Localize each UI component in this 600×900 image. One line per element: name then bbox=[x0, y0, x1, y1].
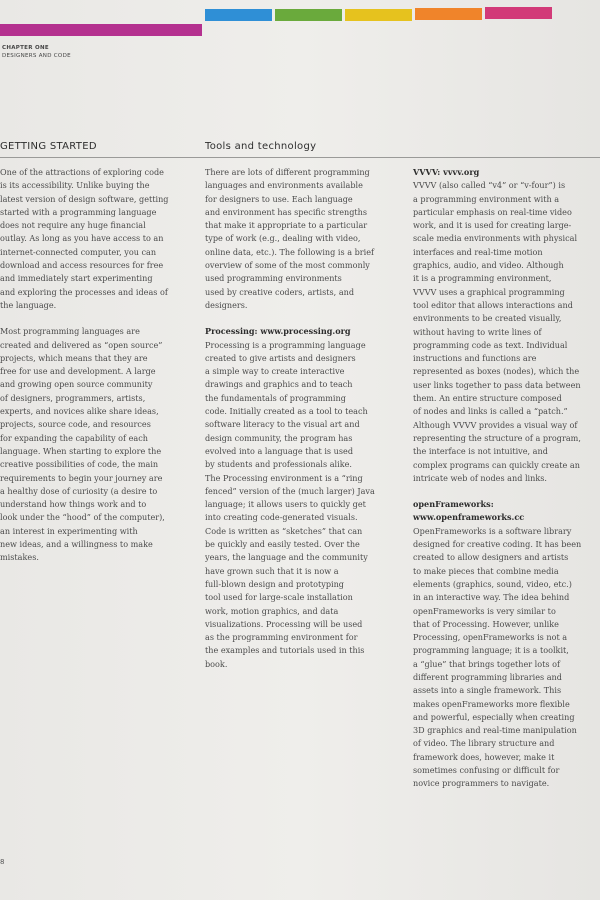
text-line: a “glue” that brings together lots of bbox=[413, 658, 560, 669]
text-line: makes openFrameworks more flexible bbox=[413, 698, 570, 709]
text-line: Although VVVV provides a visual way of bbox=[413, 419, 578, 430]
text-line: by students and professionals alike. bbox=[205, 459, 352, 470]
text-line: complex programs can quickly create an bbox=[413, 459, 580, 470]
text-line: that make it appropriate to a particular bbox=[205, 220, 368, 231]
text-line: the examples and tutorials used in this bbox=[205, 645, 365, 656]
text-line: assets into a single framework. This bbox=[413, 685, 562, 696]
text-line: code. Initially created as a tool to teach bbox=[205, 406, 368, 417]
text-line: visualizations. Processing will be used bbox=[205, 618, 363, 629]
text-line: representing the structure of a program, bbox=[413, 432, 581, 443]
text-line: creative possibilities of code, the main bbox=[0, 459, 159, 470]
text-line: framework does, however, make it bbox=[413, 751, 555, 762]
text-line: design community, the program has bbox=[205, 432, 353, 443]
chapter-header bbox=[2, 44, 71, 60]
text-line: languages and environments available bbox=[205, 180, 363, 191]
text-line: OpenFrameworks is a software library bbox=[413, 525, 572, 536]
text-line: as the programming environment for bbox=[205, 632, 358, 643]
text-line: started with a programming language bbox=[0, 206, 157, 217]
text-line: created to allow designers and artists bbox=[413, 552, 569, 563]
text-line: particular emphasis on real-time video bbox=[413, 206, 572, 217]
text-line: different programming libraries and bbox=[413, 671, 562, 682]
chapter-label: CHAPTER ONE bbox=[2, 45, 49, 51]
text-line: created and delivered as “open source” bbox=[0, 339, 163, 350]
text-line: a programming environment with a bbox=[413, 193, 560, 204]
subheading-vvvv: VVVV: vvvv.org bbox=[413, 167, 480, 177]
text-line: into creating code-generated visuals. bbox=[205, 512, 358, 523]
text-line: projects, source code, and resources bbox=[0, 419, 151, 430]
text-line: a healthy dose of curiosity (a desire to bbox=[0, 485, 158, 496]
text-line: full-blown design and prototyping bbox=[205, 578, 344, 589]
text-line: new ideas, and a willingness to make bbox=[0, 539, 153, 550]
text-line: and immediately start experimenting bbox=[0, 273, 153, 284]
text-line: 3D graphics and real-time manipulation bbox=[413, 725, 577, 736]
paragraph-gap bbox=[413, 485, 581, 498]
text-line: the fundamentals of programming bbox=[205, 392, 346, 403]
chapter-title: DESIGNERS AND CODE bbox=[2, 53, 71, 59]
text-line: it is a programming environment, bbox=[413, 273, 552, 284]
text-line: There are lots of different programming bbox=[205, 167, 370, 177]
text-line: in an interactive way. The idea behind bbox=[413, 592, 570, 603]
text-line: environments to be created visually, bbox=[413, 313, 562, 324]
text-line: overview of some of the most commonly bbox=[205, 260, 370, 271]
text-line: graphics, audio, and video. Although bbox=[413, 260, 564, 271]
text-line: understand how things work and to bbox=[0, 499, 147, 510]
paragraph-gap bbox=[205, 312, 375, 325]
text-line: designed for creative coding. It has been bbox=[413, 539, 582, 550]
text-line: book. bbox=[205, 658, 228, 669]
color-bar-orange bbox=[415, 8, 482, 20]
text-line: VVVV (also called “v4” or “v-four”) is bbox=[413, 180, 566, 191]
color-bar-magenta-wide bbox=[0, 24, 202, 36]
text-line: programming code as text. Individual bbox=[413, 339, 568, 350]
text-line: openFrameworks is very similar to bbox=[413, 605, 556, 616]
text-line: tool used for large-scale installation bbox=[205, 592, 353, 603]
text-line: of designers, programmers, artists, bbox=[0, 392, 146, 403]
text-line: for expanding the capability of each bbox=[0, 432, 148, 443]
text-line: novice programmers to navigate. bbox=[413, 778, 550, 789]
text-line: the language. bbox=[0, 299, 57, 310]
text-line: evolved into a language that is used bbox=[205, 445, 353, 456]
text-line: Processing is a programming language bbox=[205, 339, 366, 350]
text-line: work, and it is used for creating large- bbox=[413, 220, 572, 231]
subheading-openframeworks-url: www.openframeworks.cc bbox=[413, 512, 525, 523]
subheading-processing: Processing: www.processing.org bbox=[205, 326, 351, 337]
text-line: language; it allows users to quickly get bbox=[205, 499, 366, 510]
text-line: mistakes. bbox=[0, 552, 39, 563]
text-line: and powerful, especially when creating bbox=[413, 711, 575, 722]
text-line: created to give artists and designers bbox=[205, 352, 356, 363]
text-line: download and access resources for free bbox=[0, 260, 164, 271]
text-line: drawings and graphics and to teach bbox=[205, 379, 353, 390]
text-line: outlay. As long as you have access to an bbox=[0, 233, 164, 244]
column-tools bbox=[205, 166, 375, 671]
text-line: used by creative coders, artists, and bbox=[205, 286, 355, 297]
text-line: used programming environments bbox=[205, 273, 342, 284]
text-line: and environment has specific strengths bbox=[205, 206, 368, 217]
section-heading-getting-started: GETTING STARTED bbox=[0, 141, 97, 152]
text-line: have grown such that it is now a bbox=[205, 565, 339, 576]
column-environments bbox=[413, 166, 581, 791]
text-line: years, the language and the community bbox=[205, 552, 368, 563]
text-line: free for use and development. A large bbox=[0, 366, 156, 377]
text-line: language. When starting to explore the bbox=[0, 445, 162, 456]
text-line: designers. bbox=[205, 299, 248, 310]
subheading-openframeworks: openFrameworks: bbox=[413, 499, 494, 510]
text-line: sometimes confusing or difficult for bbox=[413, 765, 560, 776]
color-bar-green bbox=[275, 9, 342, 21]
text-line: to make pieces that combine media bbox=[413, 565, 559, 576]
text-line: an interest in experimenting with bbox=[0, 525, 138, 536]
text-line: that of Processing. However, unlike bbox=[413, 618, 559, 629]
color-bar-blue bbox=[205, 9, 272, 21]
text-line: represented as boxes (nodes), which the bbox=[413, 366, 580, 377]
text-line: and exploring the processes and ideas of bbox=[0, 286, 168, 297]
text-line: The Processing environment is a “ring bbox=[205, 472, 363, 483]
text-line: a simple way to create interactive bbox=[205, 366, 345, 377]
text-line: Processing, openFrameworks is not a bbox=[413, 632, 568, 643]
text-line: Most programming languages are bbox=[0, 326, 140, 337]
text-line: elements (graphics, sound, video, etc.) bbox=[413, 578, 572, 589]
text-line: software literacy to the visual art and bbox=[205, 419, 360, 430]
text-line: and growing open source community bbox=[0, 379, 153, 390]
section-rule bbox=[0, 157, 600, 158]
text-line: experts, and novices alike share ideas, bbox=[0, 406, 159, 417]
text-line: instructions and functions are bbox=[413, 353, 537, 364]
text-line: tool editor that allows interactions and bbox=[413, 299, 573, 310]
text-line: of video. The library structure and bbox=[413, 738, 555, 749]
column-getting-started bbox=[0, 166, 168, 565]
paragraph-gap bbox=[0, 312, 168, 325]
text-line: latest version of design software, getting bbox=[0, 193, 169, 204]
text-line: does not require any huge financial bbox=[0, 220, 146, 231]
text-line: them. An entire structure composed bbox=[413, 393, 562, 404]
text-line: without having to write lines of bbox=[413, 326, 542, 337]
text-line: Code is written as “sketches” that can bbox=[205, 525, 363, 536]
text-line: of nodes and links is called a “patch.” bbox=[413, 406, 568, 417]
color-bar-pink bbox=[485, 7, 552, 19]
section-heading-tools: Tools and technology bbox=[205, 141, 317, 152]
text-line: interfaces and real-time motion bbox=[413, 246, 543, 257]
page-number: 8 bbox=[0, 858, 5, 866]
text-line: projects, which means that they are bbox=[0, 352, 148, 363]
text-line: online data, etc.). The following is a brief bbox=[205, 246, 375, 257]
text-line: for designers to use. Each language bbox=[205, 193, 353, 204]
color-bar-yellow bbox=[345, 9, 412, 21]
text-line: One of the attractions of exploring code bbox=[0, 167, 164, 177]
text-line: programming language; it is a toolkit, bbox=[413, 645, 569, 656]
text-line: requirements to begin your journey are bbox=[0, 472, 163, 483]
text-line: internet-connected computer, you can bbox=[0, 246, 157, 257]
text-line: is its accessibility. Unlike buying the bbox=[0, 180, 150, 191]
text-line: be quickly and easily tested. Over the bbox=[205, 539, 360, 550]
text-line: the interface is not intuitive, and bbox=[413, 446, 548, 457]
text-line: type of work (e.g., dealing with video, bbox=[205, 233, 361, 244]
text-line: fenced” version of the (much larger) Java bbox=[205, 485, 375, 496]
text-line: VVVV uses a graphical programming bbox=[413, 286, 565, 297]
text-line: intricate web of nodes and links. bbox=[413, 472, 547, 483]
text-line: look under the “hood” of the computer), bbox=[0, 512, 165, 523]
text-line: work, motion graphics, and data bbox=[205, 605, 339, 616]
text-line: scale media environments with physical bbox=[413, 233, 578, 244]
text-line: user links together to pass data between bbox=[413, 379, 581, 390]
